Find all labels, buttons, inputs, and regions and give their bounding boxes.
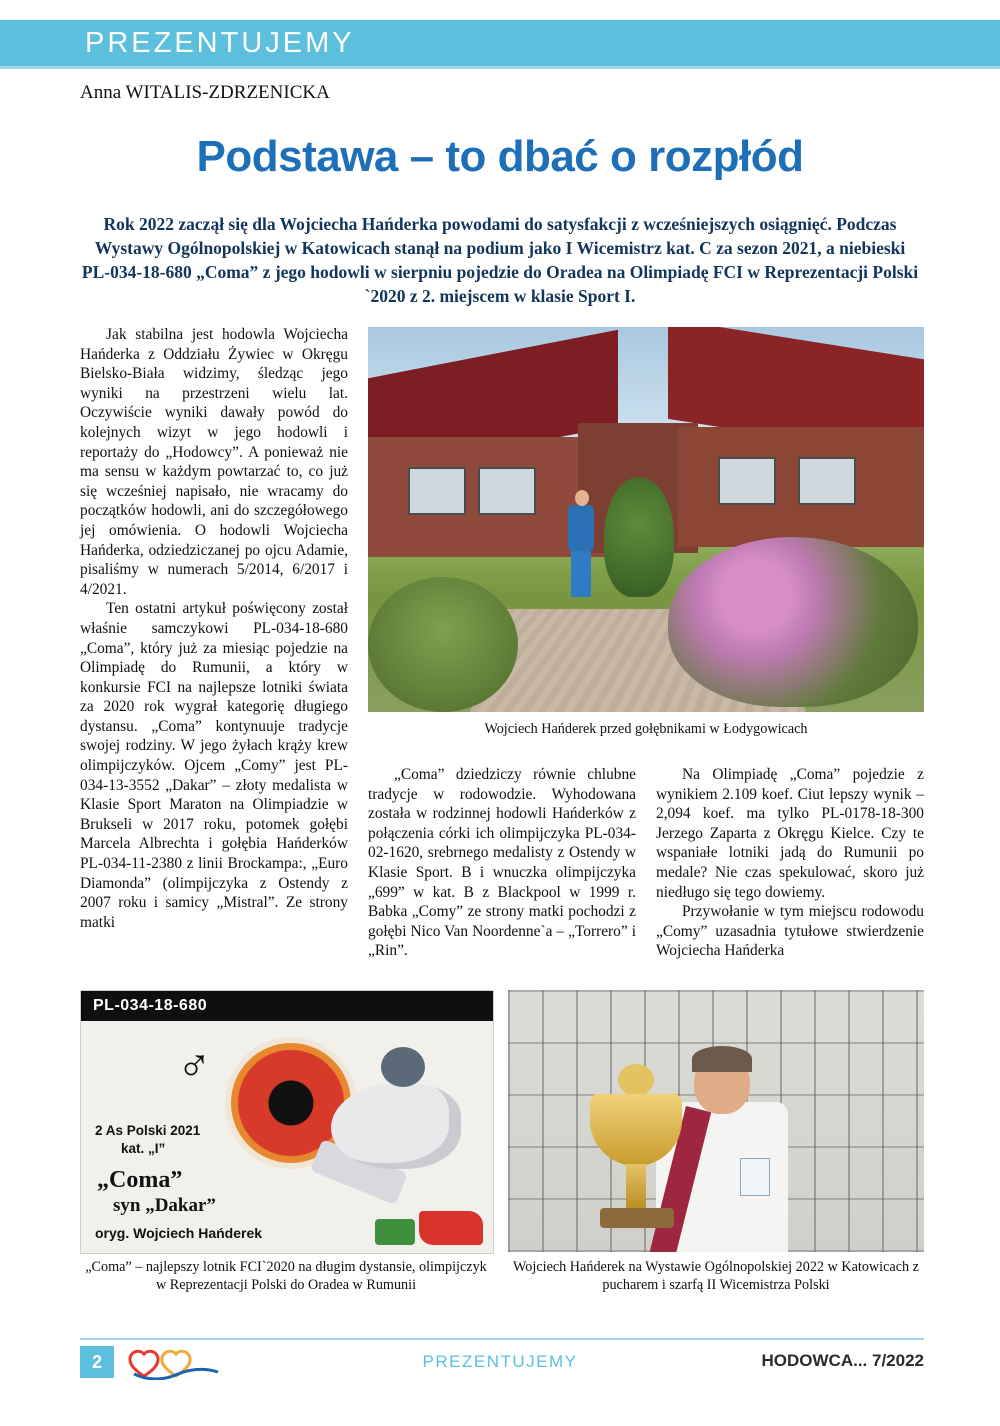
card-line-2: kat. „I” xyxy=(121,1141,166,1156)
trophy-base xyxy=(600,1208,674,1228)
paragraph: „Coma” dziedziczy równie chlubne tradycje w rodowodzie. Wyhodowana została w rodzinnej hodowli Hańderków z połączenia córki ich olimpijczyka PL-034-02-1620, srebrnego medalisty z Ostendy w Klasie Sport. B i wnuczka olimpijczyka „699” w kat. B z Blackpool w 1999 r. Babka „Comy” ze strony matki pochodzi z gołębi Nico Van Noordenne`a – „Torrero” i „Rin”. xyxy=(368,766,636,960)
paragraph: Na Olimpiadę „Coma” pojedzie z wynikiem 2.109 koef. Ciut lepszy wynik – 2,094 koef. ma tylko PL-0178-18-300 Jerzego Zaparta z Okręgu Kielce. Czy te wspaniałe lotniki jadą do Rumunii po medale? Nie czas spekulować, skoro już niedługo się tego dowiemy. xyxy=(656,766,924,901)
card-origin: oryg. Wojciech Hańderek xyxy=(95,1225,263,1241)
footer-section-label: PREZENTUJEMY xyxy=(422,1352,578,1371)
photo-person-head xyxy=(575,490,589,506)
photo-window xyxy=(408,467,466,515)
photo-name-badge xyxy=(740,1158,770,1196)
article-column-left xyxy=(80,325,348,932)
photo-window xyxy=(478,467,536,515)
photo-pedigree-card xyxy=(80,990,494,1254)
photo-caption: Wojciech Hańderek przed gołębnikami w Łodygowicach xyxy=(484,721,808,737)
photo-caption: Wojciech Hańderek na Wystawie Ogólnopolskiej 2022 w Katowicach z pucharem i szarfą II Wicemistrza Polski xyxy=(513,1259,919,1293)
photo-shrub xyxy=(368,577,518,712)
pigeon-body xyxy=(331,1083,461,1169)
photo-breeder-with-trophy xyxy=(508,990,924,1252)
photo-rhododendron-bush xyxy=(668,537,918,707)
photo-caption: „Coma” – najlepszy lotnik FCI`2020 na długim dystansie, olimpijczyk w Reprezentacji Polski do Oradea w Rumunii xyxy=(85,1259,487,1293)
article-column-middle xyxy=(368,765,636,961)
card-line-1: 2 As Polski 2021 xyxy=(95,1123,201,1138)
article-author: Anna WITALIS-ZDRZENICKA xyxy=(80,82,330,103)
trophy-lid xyxy=(618,1064,654,1096)
photo-window xyxy=(718,457,776,505)
section-label: PREZENTUJEMY xyxy=(85,27,355,59)
paragraph: Jak stabilna jest hodowla Wojciecha Hańderka z Oddziału Żywiec w Okręgu Bielsko-Biała widzimy, śledząc jego wyniki na przestrzeni wielu lat. Oczywiście wyniki dawały powód do kolejnych wizyt w jego hodowli i reportaży do „Hodowcy”. A ponieważ nie ma sensu w każdym powtarzać to, co już się wcześniej napisało, nie wracamy do początków hodowli, ani do szczegółowego jej omówienia. O hodowli Wojciecha Hańderka, odziedziczanej po ojcu Adamie, pisaliśmy w numerach 5/2014, 6/2017 i 4/2021. xyxy=(80,326,348,598)
photo-person-torso xyxy=(568,505,594,551)
header-divider xyxy=(0,66,1000,69)
pigeon-head xyxy=(381,1047,425,1087)
paragraph: Ten ostatni artykuł poświęcony został właśnie samczykowi PL-034-18-680 „Coma”, który już za miesiąc pojedzie na Olimpiadę do Rumunii, a który w konkursie FCI na najlepsze lotniki świata za 2020 rok wygrał kategorię długiego dystansu. „Coma” kontynuuje tradycje swojej rodziny. W jego żyłach krąży krew olimpijczyków. Ojcem „Comy” jest PL-034-13-3552 „Dakar” – złoty medalista w Klasie Sport Maraton na Olimpiadzie w Brukseli w 2017 roku, potomek gołębi Marcela Albrechta i gołębia Hańderków PL-034-11-2380 z linii Brockampa:, „Euro Diamonda” (olimpijczyka z Ostendy z 2007 roku i samicy „Mistral”. Ze strony matki xyxy=(80,600,348,931)
page-title: Podstawa – to dbać o rozpłód xyxy=(196,132,804,181)
footer-issue-label: HODOWCA... 7/2022 xyxy=(761,1351,924,1370)
footer-divider xyxy=(80,1338,924,1340)
article-column-right xyxy=(656,765,924,961)
paragraph: Przywołanie w tym miejscu rodowodu „Comy” uzasadnia tytułowe stwierdzenie Wojciecha Hańderka xyxy=(656,903,924,960)
article-lead: Rok 2022 zaczął się dla Wojciecha Hańderka powodami do satysfakcji z wcześniejszych osiągnięć. Podczas Wystawy Ogólnopolskiej w Katowicach stanął na podium jako I Wicemistrz kat. C za sezon 2021, a niebieski PL-034-18-680 „Coma” z jego hodowli w sierpniu pojedzie do Oradea na Olimpiadę FCI w Reprezentacji Polski `2020 z 2. miejscem w klasie Sport I. xyxy=(81,214,919,306)
ring-number-label: PL-034-18-680 xyxy=(93,997,208,1014)
card-pigeon-parent: syn „Dakar” xyxy=(113,1195,216,1216)
photo-window xyxy=(798,457,856,505)
card-pigeon-name: „Coma” xyxy=(97,1167,183,1193)
trophy-stem xyxy=(626,1164,646,1210)
photo-person-legs xyxy=(571,549,591,597)
photo-tree xyxy=(604,477,674,597)
male-symbol-icon: ♂ xyxy=(177,1040,212,1091)
sponsor-logo-icon xyxy=(419,1211,483,1245)
sponsor-logo-secondary-icon xyxy=(375,1219,415,1245)
page-number: 2 xyxy=(80,1346,114,1378)
photo-person-hair xyxy=(692,1046,752,1072)
photo-lofts-with-breeder xyxy=(368,327,924,712)
